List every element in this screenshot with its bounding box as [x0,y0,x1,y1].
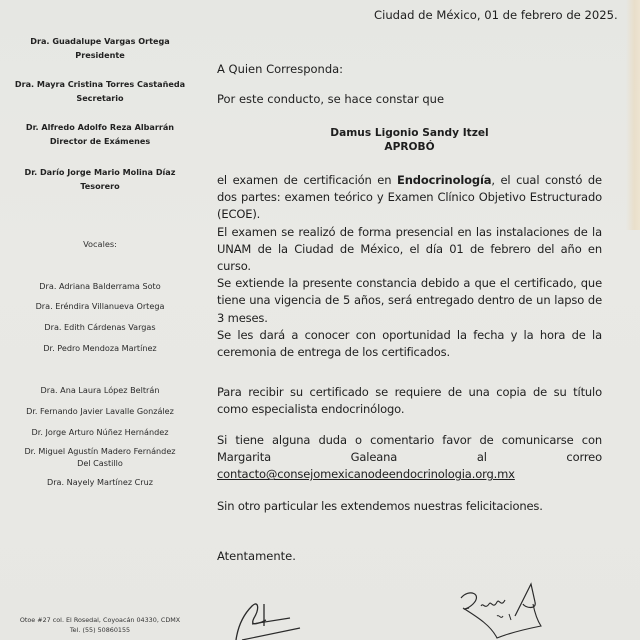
text-span: el examen de certificación en [217,173,397,187]
congratulations-paragraph: Sin otro particular les extendemos nuestras felicitaciones. [217,499,543,513]
vocal-member: Dr. Pedro Mendoza Martínez [43,343,157,353]
exam-location: El examen se realizó de forma presencial en las instalaciones de la UNAM de la Ciudad de México, el día 01 de febrero del año en curso. [217,224,602,274]
ceremony-notice: Se les dará a conocer con oportunidad la fecha y la hora de la ceremonia de entrega de los certificados. [217,327,602,360]
closing: Atentamente. [217,549,296,563]
exam-result: APROBÓ [384,141,435,153]
officer-role: Director de Exámenes [49,136,151,146]
vocal-member: Dra. Eréndira Villanueva Ortega [35,301,165,311]
officer-president [0,34,200,62]
vocal-member: Dra. Nayely Martínez Cruz [46,477,154,487]
vocales-heading: Vocales: [83,239,117,249]
vocal-member: Dra. Ana Laura López Beltrán [40,385,160,395]
candidate-name: Damus Ligonio Sandy Itzel [330,127,489,139]
signature-right [455,580,550,640]
candidate-block [217,126,602,154]
officer-name: Dra. Guadalupe Vargas Ortega [30,36,170,46]
contact-text: Si tiene alguna duda o comentario favor de comunicarse con Margarita Galeana al correo [217,433,602,465]
signature-left [230,596,310,640]
vocal-member-continued: Del Castillo [77,458,123,468]
vocal-member: Dr. Fernando Javier Lavalle González [26,406,174,416]
officer-role: Secretario [76,93,124,103]
exam-description [217,172,602,224]
text-span: , el cual constó de dos partes: examen teórico y Examen Clínico Objetivo Estructurado (ECOE). [217,173,602,222]
vocal-member: Dr. Miguel Agustín Madero Fernández [24,446,176,456]
vocal-member: Dr. Jorge Arturo Núñez Hernández [31,427,169,437]
specialty-name: Endocrinología [397,173,492,187]
address-line: Otoe #27 col. El Rosedal, Coyoacán 04330, CDMX [19,616,181,624]
signature-left-icon [230,596,310,640]
officer-name: Dra. Mayra Cristina Torres Castañeda [14,79,186,89]
requirements-paragraph: Para recibir su certificado se requiere de una copia de su título como especialista endocrinólogo. [217,385,602,417]
officer-exam-director [0,120,200,148]
contact-email-link[interactable]: contacto@consejomexicanodeendocrinologia.org.mx [217,467,515,482]
letter-date: Ciudad de México, 01 de febrero de 2025. [374,8,618,22]
office-address [10,615,190,635]
contact-paragraph [217,432,602,484]
officer-role: Tesorero [80,181,120,191]
vocal-member: Dra. Adriana Balderrama Soto [39,281,161,291]
officer-name: Dr. Darío Jorge Mario Molina Díaz [24,167,176,177]
certificate-validity: Se extiende la presente constancia debido a que el certificado, que tiene una vigencia de 5 años, será entregado dentro de un lapso de 3 meses. [217,276,602,325]
salutation: A Quien Corresponda: [217,62,344,76]
paper-edge [626,0,640,230]
vocal-member: Dra. Edith Cárdenas Vargas [44,322,156,332]
phone-line: Tel. (55) 50860155 [69,626,131,634]
officer-role: Presidente [75,50,125,60]
officer-name: Dr. Alfredo Adolfo Reza Albarrán [25,122,175,132]
intro-line: Por este conducto, se hace constar que [217,92,445,106]
officer-secretary [0,77,200,105]
exam-details-paragraph [217,172,602,361]
officer-treasurer [0,165,200,193]
signature-right-icon [455,580,550,640]
